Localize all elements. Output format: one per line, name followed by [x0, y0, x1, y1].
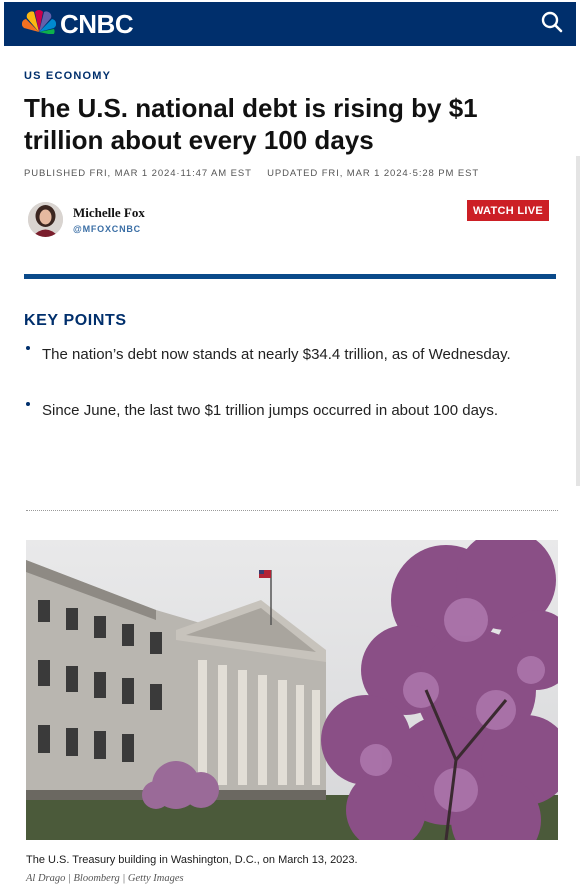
key-points-title: KEY POINTS — [24, 312, 127, 329]
image-caption: The U.S. Treasury building in Washington, D.C., on March 13, 2023. — [26, 854, 358, 866]
article-headline: The U.S. national debt is rising by $1 trillion about every 100 days — [24, 93, 478, 155]
logo-wordmark: CNBC — [60, 8, 134, 39]
key-point-text: Since June, the last two $1 trillion jumps occurred in about 100 days. — [42, 402, 499, 419]
author-info — [73, 205, 145, 234]
published-time: PUBLISHED FRI, MAR 1 2024·11:47 AM EST — [24, 168, 252, 179]
article-timestamps — [24, 168, 556, 179]
peacock-icon — [22, 10, 56, 39]
page-scrollbar[interactable] — [576, 156, 580, 486]
search-button[interactable] — [534, 6, 570, 42]
section-divider — [24, 274, 556, 279]
key-point-item — [24, 342, 544, 368]
key-point-text: The nation’s debt now stands at nearly $34.4 trillion, as of Wednesday. — [42, 346, 511, 363]
search-icon — [541, 11, 563, 38]
author-handle[interactable]: @MFOXCNBC — [73, 224, 141, 234]
bullet-icon — [26, 402, 30, 406]
hero-image[interactable] — [26, 540, 558, 840]
author-avatar[interactable] — [28, 202, 63, 237]
section-link[interactable]: US ECONOMY — [24, 70, 112, 82]
bullet-icon — [26, 346, 30, 350]
image-credit: Al Drago | Bloomberg | Getty Images — [26, 873, 184, 884]
top-navigation-bar — [4, 2, 576, 46]
updated-time: UPDATED FRI, MAR 1 2024·5:28 PM EST — [267, 168, 480, 179]
key-points-list — [24, 342, 544, 454]
cnbc-logo[interactable] — [22, 9, 133, 40]
watch-live-button[interactable]: WATCH LIVE — [467, 200, 549, 221]
key-point-item — [24, 398, 544, 424]
author-name[interactable]: Michelle Fox — [73, 205, 145, 220]
author-byline — [28, 202, 145, 237]
dotted-divider — [26, 510, 558, 511]
